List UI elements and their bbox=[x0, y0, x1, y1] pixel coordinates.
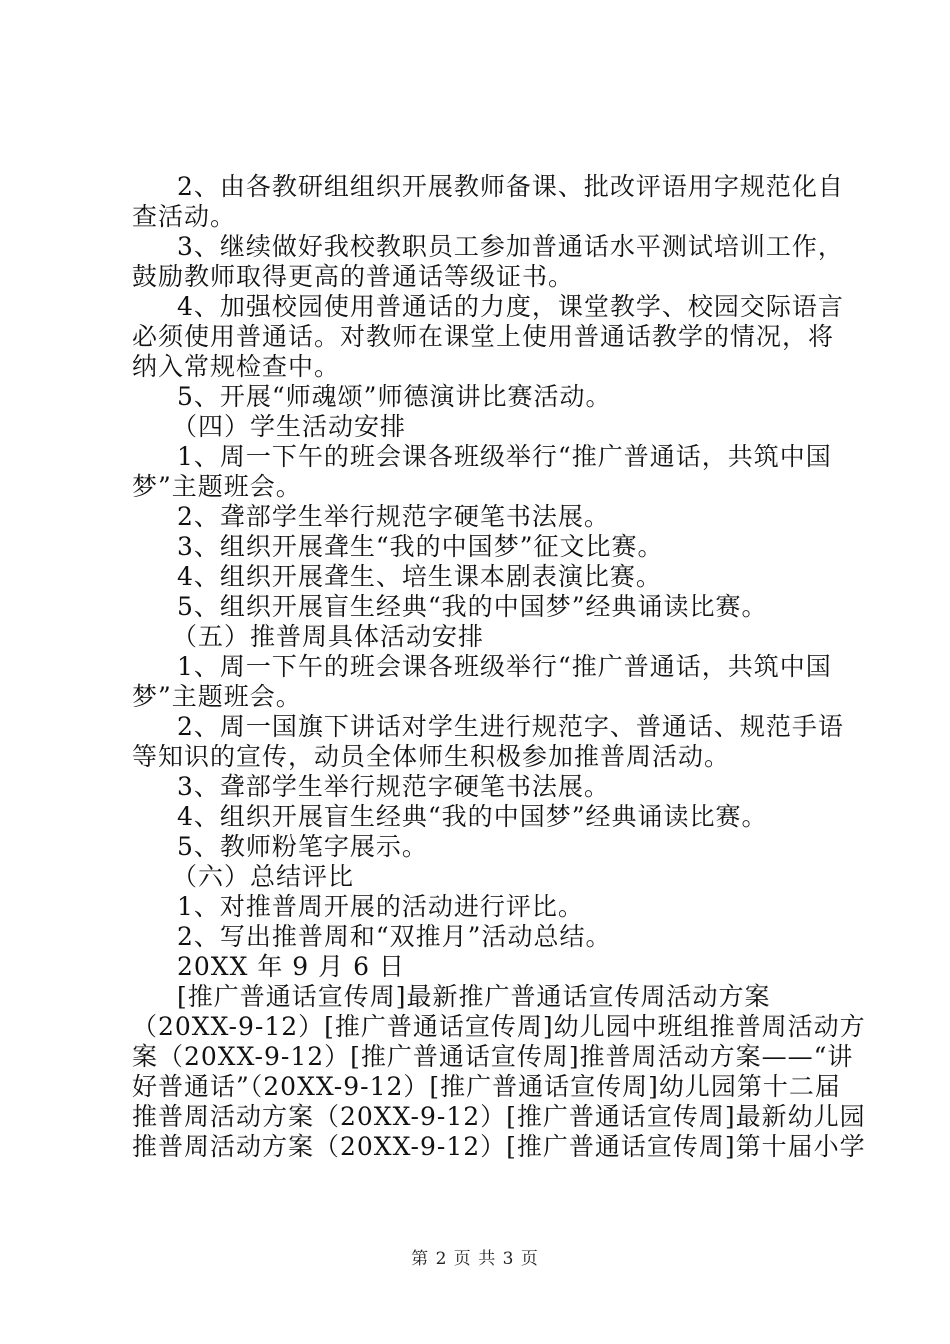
paragraph-line: 鼓励教师取得更高的普通话等级证书。 bbox=[132, 262, 575, 291]
related-links-line: [推广普通话宣传周]最新推广普通话宣传周活动方案 bbox=[177, 982, 771, 1011]
paragraph-line: 等知识的宣传，动员全体师生积极参加推普周活动。 bbox=[132, 742, 731, 771]
paragraph-line: 4、组织开展聋生、培生课本剧表演比赛。 bbox=[177, 562, 662, 591]
related-links-line: 好普通话”（20XX-9-12）[推广普通话宣传周]幼儿园第十二届 bbox=[132, 1072, 841, 1101]
paragraph-line: 4、加强校园使用普通话的力度，课堂教学、校园交际语言 bbox=[177, 292, 844, 321]
page-footer: 第 2 页 共 3 页 bbox=[411, 1249, 539, 1269]
paragraph-line: 1、对推普周开展的活动进行评比。 bbox=[177, 892, 584, 921]
section-heading: （四）学生活动安排 bbox=[172, 412, 407, 441]
paragraph-line: 3、聋部学生举行规范字硬笔书法展。 bbox=[177, 772, 610, 801]
section-heading: （六）总结评比 bbox=[172, 862, 355, 891]
paragraph-line: 2、由各教研组组织开展教师备课、批改评语用字规范化自 bbox=[177, 172, 844, 201]
paragraph-line: 必须使用普通话。对教师在课堂上使用普通话教学的情况，将 bbox=[132, 322, 835, 351]
paragraph-line: 5、组织开展盲生经典“我的中国梦”经典诵读比赛。 bbox=[177, 592, 768, 621]
related-links-line: （20XX-9-12）[推广普通话宣传周]幼儿园中班组推普周活动方 bbox=[132, 1012, 866, 1041]
paragraph-line: 2、周一国旗下讲话对学生进行规范字、普通话、规范手语 bbox=[177, 712, 844, 741]
related-links-line: 案（20XX-9-12）[推广普通话宣传周]推普周活动方案——“讲 bbox=[132, 1042, 854, 1071]
paragraph-line: 1、周一下午的班会课各班级举行“推广普通话，共筑中国 bbox=[177, 652, 832, 681]
paragraph-line: 5、开展“师魂颂”师德演讲比赛活动。 bbox=[177, 382, 612, 411]
paragraph-line: 5、教师粉笔字展示。 bbox=[177, 832, 428, 861]
paragraph-line: 1、周一下午的班会课各班级举行“推广普通话，共筑中国 bbox=[177, 442, 832, 471]
paragraph-line: 2、写出推普周和“双推月”活动总结。 bbox=[177, 922, 612, 951]
paragraph-line: 纳入常规检查中。 bbox=[132, 352, 341, 381]
related-links-line: 推普周活动方案（20XX-9-12）[推广普通话宣传周]最新幼儿园 bbox=[132, 1102, 866, 1131]
document-body bbox=[0, 172, 950, 1162]
paragraph-line: 2、聋部学生举行规范字硬笔书法展。 bbox=[177, 502, 610, 531]
paragraph-line: 3、组织开展聋生“我的中国梦”征文比赛。 bbox=[177, 532, 664, 561]
related-links-line: 推普周活动方案（20XX-9-12）[推广普通话宣传周]第十届小学 bbox=[132, 1132, 866, 1161]
paragraph-line: 4、组织开展盲生经典“我的中国梦”经典诵读比赛。 bbox=[177, 802, 768, 831]
section-heading: （五）推普周具体活动安排 bbox=[172, 622, 485, 651]
paragraph-line: 梦”主题班会。 bbox=[132, 682, 302, 711]
paragraph-line: 3、继续做好我校教职员工参加普通话水平测试培训工作， bbox=[177, 232, 844, 261]
paragraph-line: 梦”主题班会。 bbox=[132, 472, 302, 501]
date-line: 20XX 年 9 月 6 日 bbox=[177, 952, 405, 981]
paragraph-line: 查活动。 bbox=[132, 202, 237, 231]
